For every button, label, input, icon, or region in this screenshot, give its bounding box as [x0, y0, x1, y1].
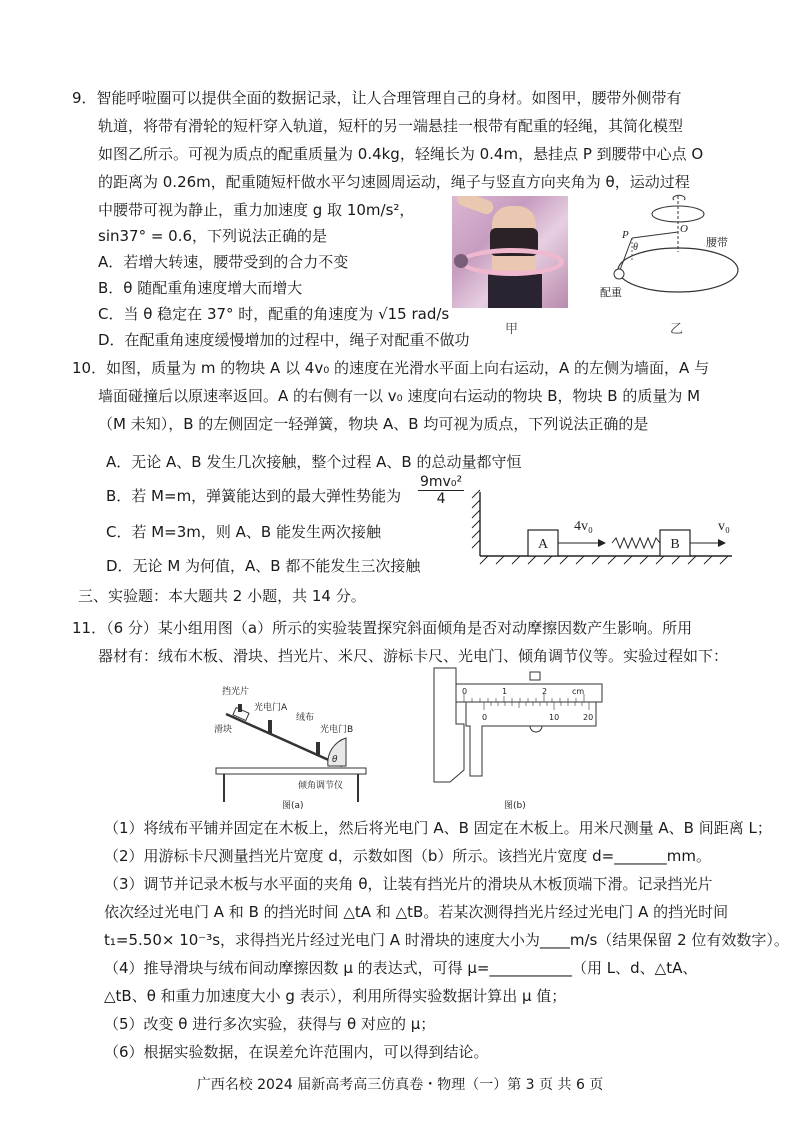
- q10-collision-diagram: [470, 486, 740, 570]
- table-top: [216, 768, 366, 774]
- q11-step-3-cont-2: t₁=5.50× 10⁻³s，求得挡光片经过光电门 A 时滑块的速度大小为____m/s（结果保留 2 位有效数字）。: [104, 931, 789, 949]
- q9-option-a: A．若增大转速，腰带受到的合力不变: [98, 253, 349, 271]
- label-theta: θ: [633, 242, 638, 253]
- photogate-b: [316, 742, 320, 756]
- q9-line-2: 轨道，将带有滑轮的短杆穿入轨道，短杆的另一端悬挂一根带有配重的轻绳，其简化模型: [98, 117, 684, 135]
- light-shield: [238, 704, 242, 712]
- q11-step-3-cont-1: 依次经过光电门 A 和 B 的挡光时间 △tA 和 △tB。若某次测得挡光片经过光电门 A 的挡光时间: [104, 903, 729, 921]
- photo-weight: [454, 254, 468, 268]
- label-p: P: [622, 229, 629, 241]
- arrow-b-head-icon: [718, 539, 726, 547]
- q9-line-5: 中腰带可视为静止，重力加速度 g 取 10m/s²，: [98, 201, 415, 219]
- photo-hoop: [460, 248, 564, 276]
- vernier-caliper-diagram: [426, 664, 606, 812]
- photogate-a: [268, 720, 272, 734]
- thumb-grip-icon: [530, 726, 542, 732]
- q9-option-d: D．在配重角速度缓慢增加的过程中，绳子对配重不做功: [98, 331, 470, 349]
- belt-ring: [618, 248, 738, 292]
- fig-a-caption: 图(a): [282, 801, 304, 811]
- q10-line-2: 墙面碰撞后以原速率返回。A 的右侧有一以 v₀ 速度向右运动的物块 B，物块 B 的质量为 M: [98, 387, 701, 405]
- block-a-label: A: [537, 537, 549, 552]
- q11-line-1: 11．（6 分）某小组用图（a）所示的实验装置探究斜面倾角是否对动摩擦因数产生影响。所用: [72, 619, 693, 637]
- vernier-tick-10: 10: [549, 713, 560, 722]
- fig-jia-caption: 甲: [505, 322, 519, 337]
- q11-step-4: （4）推导滑块与绒布间动摩擦因数 μ 的表达式，可得 μ=___________（用 L、d、△tA、: [104, 959, 698, 977]
- label-belt: 腰带: [706, 236, 728, 249]
- fig-b-caption: 图(b): [504, 801, 526, 811]
- photo-pants: [488, 274, 542, 308]
- q10-fraction: [418, 474, 464, 507]
- q10-line-3: （M 未知），B 的左侧固定一轻弹簧，物块 A、B 均可视为质点，下列说法正确的是: [98, 415, 649, 433]
- q11-step-5: （5）改变 θ 进行多次实验，获得与 θ 对应的 μ；: [104, 1015, 436, 1033]
- fraction-numerator: 9mv₀²: [420, 474, 463, 490]
- q10-option-a: A．无论 A、B 发生几次接触，整个过程 A、B 的总动量都守恒: [106, 453, 522, 471]
- fig-yi-caption: 乙: [670, 322, 684, 337]
- main-tick-0: 0: [462, 687, 468, 696]
- label-angle: θ: [332, 755, 338, 765]
- q11-step-3: （3）调节并记录木板与水平面的夹角 θ，让装有挡光片的滑块从木板顶端下滑。记录挡光片: [104, 875, 713, 893]
- label-o: O: [680, 223, 688, 235]
- fraction-denominator: 4: [436, 491, 446, 507]
- block-b-label: B: [670, 537, 680, 552]
- weight-ball: [614, 269, 624, 279]
- hula-hoop-photo: [452, 196, 568, 308]
- label-gate-a: 光电门A: [254, 703, 288, 713]
- label-slider: 滑块: [214, 725, 233, 735]
- q9-option-b: B．θ 随配重角速度增大而增大: [98, 279, 303, 297]
- incline-board: [226, 714, 342, 766]
- q11-step-1: （1）将绒布平铺并固定在木板上，然后将光电门 A、B 固定在木板上。用米尺测量 A、B 间距离 L；: [104, 819, 772, 837]
- vernier-tick-20: 20: [583, 713, 594, 722]
- spring-icon: [612, 538, 660, 548]
- rope: [620, 238, 632, 270]
- q11-step-6: （6）根据实验数据，在误差允许范围内，可以得到结论。: [104, 1043, 489, 1061]
- label-weight: 配重: [600, 286, 622, 299]
- section-heading: 三、实验题：本大题共 2 小题，共 14 分。: [78, 587, 366, 605]
- label-shield: 挡光片: [222, 687, 250, 697]
- q10-option-c: C．若 M=3m，则 A、B 能发生两次接触: [106, 523, 381, 541]
- vernier-tick-0: 0: [482, 713, 488, 722]
- q11-step-4-cont: △tB、θ 和重力加速度大小 g 表示），利用所得实验数据计算出 μ 值；: [104, 987, 567, 1005]
- velocity-b-label: v₀: [718, 519, 730, 534]
- q10-line-1: 10．如图，质量为 m 的物块 A 以 4v₀ 的速度在光滑水平面上向右运动，A 的左侧为墙面，A 与: [72, 359, 710, 377]
- velocity-a-label: 4v₀: [574, 519, 593, 534]
- main-tick-2: 2: [542, 687, 548, 696]
- short-rod: [632, 232, 678, 238]
- main-tick-1: 1: [502, 687, 508, 696]
- label-cloth: 绒布: [296, 713, 315, 723]
- rotation-arrow-icon: [673, 195, 685, 200]
- arrow-a-head-icon: [598, 539, 606, 547]
- hula-hoop-model-diagram: [600, 192, 750, 320]
- floor-hatching: [480, 556, 728, 564]
- page-footer: 广西名校 2024 届新高考高三仿真卷・物理（一）第 3 页 共 6 页: [196, 1077, 604, 1093]
- main-tick-unit: cm: [572, 687, 585, 696]
- q10-option-d: D．无论 M 为何值，A、B 都不能发生三次接触: [106, 557, 421, 575]
- q11-line-2: 器材有：绒布木板、滑块、挡光片、米尺、游标卡尺、光电门、倾角调节仪等。实验过程如下：: [98, 647, 729, 665]
- q9-line-6: sin37° = 0.6，下列说法正确的是: [98, 227, 328, 245]
- q9-line-1: 9．智能呼啦圈可以提供全面的数据记录，让人合理管理自己的身材。如图甲，腰带外侧带有: [72, 89, 682, 107]
- q9-line-4: 的距离为 0.26m，配重随短杆做水平匀速圆周运动，绳子与竖直方向夹角为 θ，运动过程: [98, 173, 690, 191]
- q11-step-2: （2）用游标卡尺测量挡光片宽度 d，示数如图（b）所示。该挡光片宽度 d=_______mm。: [104, 847, 711, 865]
- lock-screw-icon: [530, 672, 540, 680]
- incline-apparatus-diagram: [212, 680, 374, 812]
- q10-option-b: B．若 M=m，弹簧能达到的最大弹性势能为: [106, 487, 402, 505]
- q9-option-c: C．当 θ 稳定在 37° 时，配重的角速度为 √15 rad/s: [98, 305, 450, 323]
- label-adjuster: 倾角调节仪: [298, 781, 344, 791]
- label-gate-b: 光电门B: [320, 725, 354, 735]
- q9-line-3: 如图乙所示。可视为质点的配重质量为 0.4kg，轻绳长为 0.4m，悬挂点 P 到腰带中心点 O: [98, 145, 704, 163]
- wall-hatching: [472, 490, 480, 548]
- photo-arm: [455, 196, 495, 216]
